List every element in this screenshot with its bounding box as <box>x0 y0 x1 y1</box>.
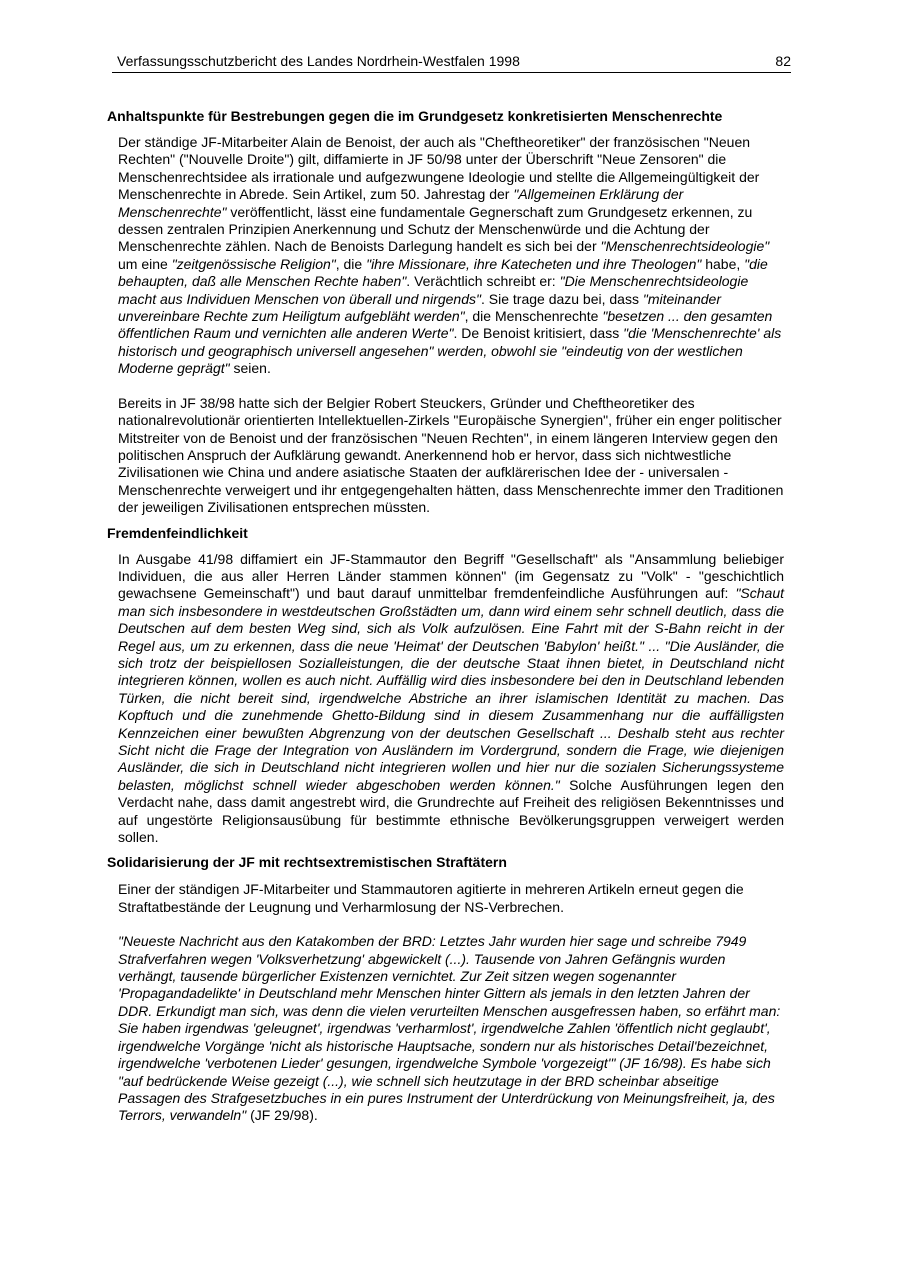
quoted-text: "die behaupten, daß alle Menschen Rechte haben" <box>118 255 768 290</box>
quoted-text: "miteinander unvereinbare Rechte zum Heiligtum aufgebläht werden" <box>118 290 721 325</box>
text-segment: um eine <box>118 255 172 272</box>
text-segment: . Verächtlich schreibt er: <box>406 273 560 290</box>
paragraph <box>118 395 784 517</box>
text-segment: Bereits in JF 38/98 hatte sich der Belgier Robert Steuckers, Gründer und Cheftheoretiker des nationalrevolutionär orientierten Intellektuellen-Zirkels "Europäische Synergien", früher ein enger politischer Mitstreiter von de Benoist und der französischen "Neuen Rechten", in einem längeren Interview gegen den politischen Anspruch der Aufklärung gewandt. Anerkennend hob er hervor, dass sich nichtwestliche Zivilisationen wie China und andere asiatische Staaten der aufklärerischen Idee der - universalen - Menschenrechte verweigert und ihr entgegengehalten hätten, dass Menschenrechte immer den Traditionen der jeweiligen Zivilisationen entsprechen müssten. <box>118 394 784 516</box>
quoted-text: "besetzen ... den gesamten öffentlichen Raum und vernichten alle anderen Werte" <box>118 308 773 342</box>
quoted-text: "ihre Missionare, ihre Katecheten und ihre Theologen" <box>366 255 702 272</box>
text-segment: (JF 29/98). <box>246 1107 318 1124</box>
paragraph <box>118 881 784 916</box>
text-segment: seien. <box>229 360 271 377</box>
quoted-text: "Menschenrechtsideologie" <box>600 238 770 255</box>
text-segment: habe, <box>701 255 745 272</box>
section-heading-solidarisierung: Solidarisierung der JF mit rechtsextremistischen Straftätern <box>107 854 507 871</box>
text-segment: Einer der ständigen JF-Mitarbeiter und Stammautoren agitierte in mehreren Artikeln erneut gegen die Straftatbestände der Leugnung und Verharmlosung der NS-Verbrechen. <box>118 881 744 915</box>
quoted-text: "Schaut man sich insbesondere in westdeutschen Großstädten um, dann wird einem sehr schnell deutlich, dass die Deutschen auf dem besten Weg sind, sich als Volk aufzulösen. Eine Fahrt mit der S-Bahn reicht in der Regel aus, um zu erkennen, dass die neue 'Heimat' der Deutschen 'Babylon' heißt." ... "Die Ausländer, die sich trotz der beispiellosen Sozialleistungen, die der deutsche Staat ihnen bietet, in Deutschland nicht integrieren können, wollen es auch nicht. Auffällig wird dies insbesondere bei den in Deutschland lebenden Türken, die nicht bereit sind, irgendwelche Abstriche an ihrer islamischen Identität zu machen. Das Kopftuch und die zunehmende Ghetto-Bildung sind in diesem Zusammenhang nur die auffälligsten Kennzeichen einer bewußten Abgrenzung von der deutschen Gesellschaft ... Deshalb steht aus rechter Sicht nicht die Frage der Integration von Ausländern im Vordergrund, sondern die Frage, wie diejenigen Ausländer, die sich in Deutschland nicht integrieren wollen und hier nur die sozialen Sicherungssysteme belasten, möglichst schnell wieder abgeschoben werden können." <box>118 585 784 793</box>
paragraph <box>118 551 784 847</box>
section-heading-fremdenfeindlichkeit: Fremdenfeindlichkeit <box>107 524 248 541</box>
quoted-text: "zeitgenössische Religion" <box>171 255 336 272</box>
text-segment: In Ausgabe 41/98 diffamiert ein JF-Stammautor den Begriff "Gesellschaft" als "Ansammlung beliebiger Individuen, die aus aller Herren Länder stammen können" (im Gegensatz zu "Volk" - "geschichtlich gewachsene Gemeinschaft") und baut darauf unmittelbar fremdenfeindliche Ausführungen auf: <box>118 550 784 602</box>
text-segment: , die Menschenrechte <box>464 308 603 325</box>
quoted-text: "die 'Menschenrechte' als historisch und geographisch universell angesehen" werden, obwohl sie "eindeutig von der westlichen Moderne geprägt" <box>118 325 782 377</box>
quoted-text: "Die Menschenrechtsideologie macht aus Individuen Menschen von überall und nirgends" <box>118 273 749 307</box>
header-title: Verfassungsschutzbericht des Landes Nordrhein-Westfalen 1998 <box>117 53 520 69</box>
text-segment: Solche Ausführungen legen den Verdacht nahe, dass damit angestrebt wird, die Grundrechte auf Freiheit des religiösen Bekenntnisses und auf ungestörte Religionsausübung für bestimmte ethnische Bevölkerungsgruppen verweigert werden sollen. <box>118 776 784 846</box>
quoted-text: "Allgemeinen Erklärung der Menschenrechte" <box>118 186 684 220</box>
text-segment: Der ständige JF-Mitarbeiter Alain de Benoist, der auch als "Cheftheoretiker" der französischen "Neuen Rechten" ("Nouvelle Droite") gilt, diffamierte in JF 50/98 unter der Überschrift "Neue Zensoren" die Menschenrechtsidee als irrationale und aufgezwungene Ideologie und stellte die Allgemeingültigkeit der Menschenrechte in Abrede. Sein Artikel, zum 50. Jahrestag der <box>118 134 760 203</box>
page-number: 82 <box>775 53 791 69</box>
text-segment: , die <box>335 255 367 272</box>
section-heading-menschenrechte: Anhaltspunkte für Bestrebungen gegen die im Grundgesetz konkretisierten Menschenrechte <box>107 108 723 124</box>
text-segment: . De Benoist kritisiert, dass <box>453 325 624 342</box>
page-header <box>112 53 791 73</box>
document-body <box>107 108 785 1125</box>
quoted-text: "Neueste Nachricht aus den Katakomben der BRD: Letztes Jahr wurden hier sage und schreibe 7949 Strafverfahren wegen 'Volksverhetzung' abgewickelt (...). Tausende von Jahren Gefängnis wurden verhängt, tausende bürgerlicher Existenzen vernichtet. Zur Zeit sitzen wegen sogenannter 'Propagandadelikte' in Deutschland mehr Menschen hinter Gittern als jemals in den letzten Jahren der DDR. Erkundigt man sich, was denn die vielen verurteilten Menschen ausgefressen haben, so erfährt man: Sie haben irgendwas 'geleugnet', irgendwas 'verharmlost', irgendwelche Zahlen 'öffentlich nicht geglaubt', irgendwelche Vorgänge 'nicht als historische Hauptsache, sondern nur als historisches Detail'bezeichnet, irgendwelche 'verbotenen Lieder' gesungen, irgendwelche Symbole 'vorgezeigt'" (JF 16/98). Es habe sich "auf bedrückende Weise gezeigt (...), wie schnell sich heutzutage in der BRD scheinbar abseitige Passagen des Strafgesetzbuches in ein pures Instrument der Unterdrückung von Meinungsfreiheit, ja, des Terrors, verwandeln" <box>118 933 781 1124</box>
text-segment: . Sie trage dazu bei, dass <box>480 290 643 307</box>
text-segment: veröffentlicht, lässt eine fundamentale Gegnerschaft zum Grundgesetz erkennen, zu dessen zentralen Prinzipien Anerkennung und Schutz der Menschenwürde und die Achtung der Menschenrechte zählen. Nach de Benoists Darlegung handelt es sich bei der <box>118 203 753 255</box>
paragraph <box>118 933 784 1124</box>
paragraph <box>118 134 784 378</box>
